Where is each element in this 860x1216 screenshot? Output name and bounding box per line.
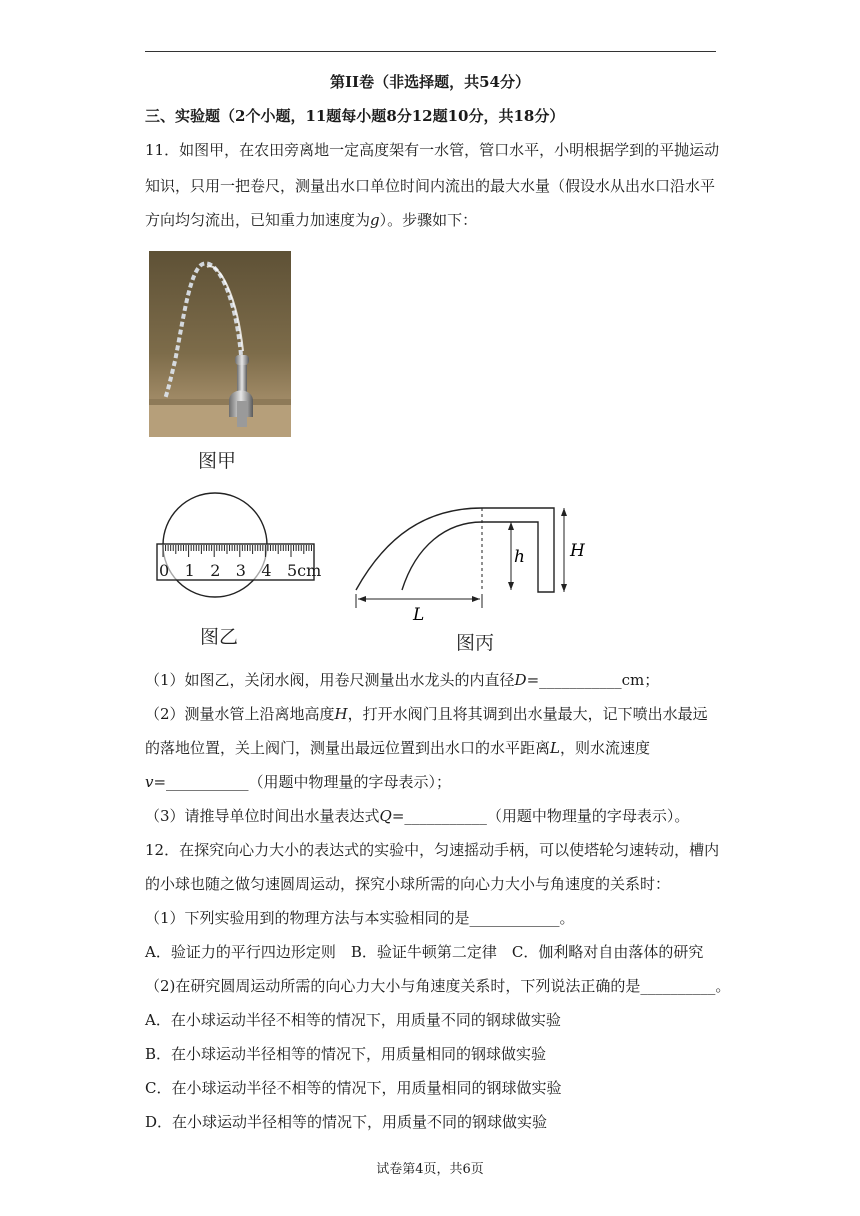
ruler-tick-label: 4	[261, 561, 272, 580]
section-title: 第II卷（非选择题，共54分）	[330, 73, 530, 91]
figure-yi-label: 图乙	[200, 626, 239, 648]
q12-option-b: B．在小球运动半径相等的情况下，用质量相同的钢球做实验	[145, 1045, 547, 1063]
label-L: L	[413, 605, 425, 625]
q11-sub3: （3）请推导单位时间出水量表达式Q=___________（用题中物理量的字母表示）。	[145, 807, 690, 825]
faucet-photo	[149, 251, 291, 437]
ruler-tick-label: 2	[210, 561, 221, 580]
q11-stem-line1: 11．如图甲，在农田旁离地一定高度架有一水管，管口水平，小明根据学到的平抛运动	[145, 141, 720, 159]
q11-stem-line2: 知识，只用一把卷尺，测量出水口单位时间内流出的最大水量（假设水从出水口沿水平	[145, 177, 716, 195]
q11-sub2-line3: v=___________（用题中物理量的字母表示）；	[145, 773, 452, 791]
figure-jia-label: 图甲	[198, 450, 237, 472]
tape-measure-diagram	[150, 488, 330, 618]
ruler-tick-label: 0	[159, 561, 170, 580]
q12-option-d: D．在小球运动半径相等的情况下，用质量不同的钢球做实验	[145, 1113, 548, 1131]
ruler-tick-label: 3	[235, 561, 246, 580]
q12-stem-line1: 12．在探究向心力大小的表达式的实验中，匀速摇动手柄，可以使塔轮匀速转动，槽内	[145, 841, 720, 859]
water-stream-diagram	[346, 496, 596, 626]
q12-sub1: （1）下列实验用到的物理方法与本实验相同的是____________。	[145, 909, 575, 927]
page-footer: 试卷第4页，共6页	[376, 1162, 484, 1177]
ruler-tick-label: 5cm	[287, 561, 322, 580]
figure-bing-label: 图丙	[456, 632, 495, 654]
q11-sub2-line1: （2）测量水管上沿离地高度H，打开水阀门且将其调到出水量最大，记下喷出水最远	[145, 705, 708, 723]
ruler-tick-label: 1	[184, 561, 195, 580]
label-H: H	[570, 541, 585, 561]
q11-stem-line3: 方向均匀流出，已知重力加速度为g）。步骤如下：	[145, 211, 478, 229]
q12-option-a: A．在小球运动半径不相等的情况下，用质量不同的钢球做实验	[145, 1011, 561, 1029]
q11-sub2-line2: 的落地位置，关上阀门，测量出最远位置到出水口的水平距离L，则水流速度	[145, 739, 650, 757]
label-h: h	[514, 547, 525, 567]
q12-sub1-options: A．验证力的平行四边形定则 B．验证牛顿第二定律 C．伽利略对自由落体的研究	[145, 943, 704, 961]
q12-option-c: C．在小球运动半径不相等的情况下，用质量相同的钢球做实验	[145, 1079, 562, 1097]
header-rule	[145, 51, 716, 52]
q11-sub1: （1）如图乙，关闭水阀，用卷尺测量出水龙头的内直径D=___________cm；	[145, 671, 660, 689]
q12-sub2: （2)在研究圆周运动所需的向心力大小与角速度关系时，下列说法正确的是__________。	[145, 977, 731, 995]
part-heading: 三、实验题（2个小题，11题每小题8分12题10分，共18分）	[145, 107, 565, 125]
q12-stem-line2: 的小球也随之做匀速圆周运动，探究小球所需的向心力大小与角速度的关系时：	[145, 875, 671, 893]
